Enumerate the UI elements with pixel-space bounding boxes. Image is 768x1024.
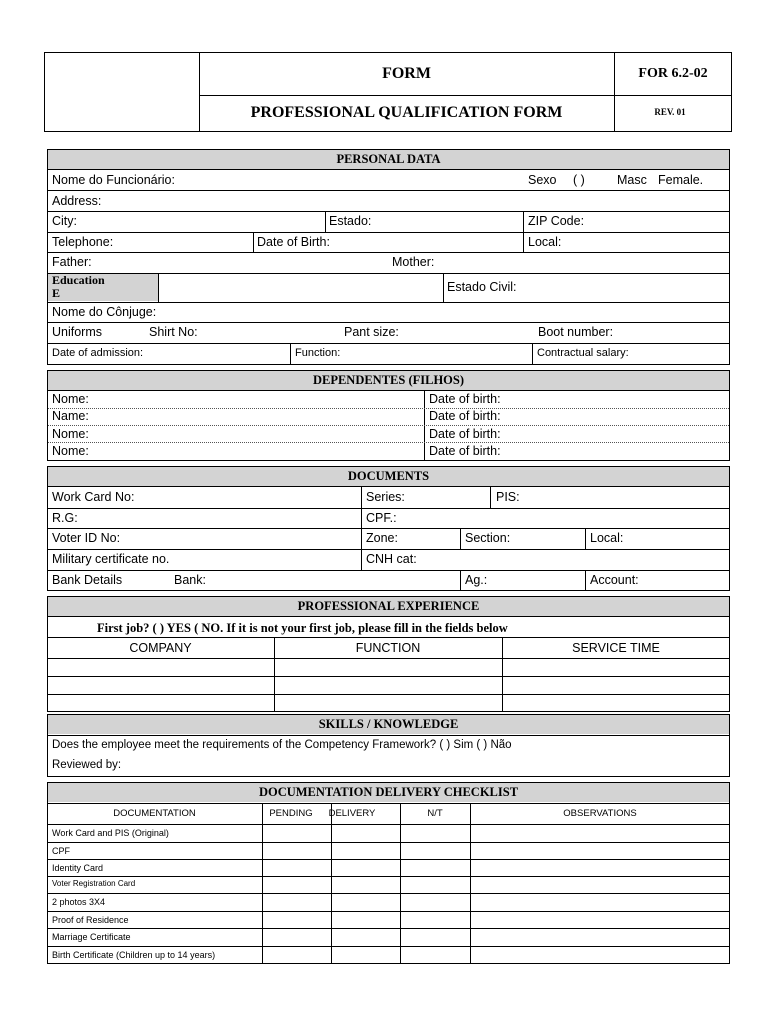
form-code: FOR 6.2-02	[638, 66, 708, 81]
documents-header: DOCUMENTS	[48, 467, 729, 486]
cell-divider	[532, 343, 533, 365]
cell-divider	[361, 486, 362, 570]
dependent-dob-field[interactable]: Date of birth:	[429, 427, 501, 441]
row-line	[47, 658, 730, 659]
birth-local-field[interactable]: Local:	[528, 235, 562, 249]
row-line	[47, 676, 730, 677]
cell-divider	[470, 803, 471, 964]
dependent-name-field[interactable]: Nome:	[52, 427, 89, 441]
observations-column-header: OBSERVATIONS	[563, 808, 637, 819]
company-column-header: COMPANY	[129, 641, 192, 655]
row-line	[47, 803, 730, 804]
row-line	[47, 190, 730, 191]
admission-field[interactable]: Date of admission:	[52, 347, 144, 359]
row-line	[47, 549, 730, 550]
sex-label: Sexo	[528, 173, 557, 187]
cell-divider	[585, 528, 586, 549]
nt-column-header: N/T	[427, 808, 443, 819]
row-line	[47, 508, 730, 509]
competency-question[interactable]: Does the employee meet the requirements of the Competency Framework? ( ) Sim ( ) Não	[52, 739, 512, 751]
row-line	[47, 390, 730, 391]
mother-field[interactable]: Mother:	[392, 255, 435, 269]
section-field[interactable]: Section:	[465, 531, 511, 545]
city-field[interactable]: City:	[52, 214, 77, 228]
revision-label: REV. 01	[654, 107, 686, 117]
bank-field[interactable]: Bank:	[174, 573, 206, 587]
education-label-2: E	[52, 286, 61, 300]
salary-field[interactable]: Contractual salary:	[537, 347, 629, 359]
row-line	[47, 528, 730, 529]
skills-header: SKILLS / KNOWLEDGE	[48, 715, 729, 734]
series-field[interactable]: Series:	[366, 490, 405, 504]
pis-field[interactable]: PIS:	[496, 490, 520, 504]
cell-divider	[253, 232, 254, 252]
row-line	[48, 408, 729, 409]
pant-field[interactable]: Pant size:	[344, 325, 399, 339]
father-field[interactable]: Father:	[52, 255, 92, 269]
telephone-field[interactable]: Telephone:	[52, 235, 114, 249]
cell-divider	[400, 803, 401, 964]
personal-data-header: PERSONAL DATA	[48, 150, 729, 169]
experience-header: PROFESSIONAL EXPERIENCE	[48, 597, 729, 616]
checklist-item: 2 photos 3X4	[52, 897, 106, 907]
voter-id-field[interactable]: Voter ID No:	[52, 531, 121, 545]
education-label: Education	[52, 273, 105, 287]
pending-column-header: PENDING	[269, 808, 313, 819]
row-line	[47, 911, 730, 912]
account-field[interactable]: Account:	[590, 573, 639, 587]
civil-status-field[interactable]: Estado Civil:	[447, 280, 517, 294]
function-column-header: FUNCTION	[355, 641, 421, 655]
row-line	[47, 252, 730, 253]
row-line	[48, 442, 729, 443]
row-line	[47, 735, 730, 736]
zone-field[interactable]: Zone:	[366, 531, 398, 545]
dependent-name-field[interactable]: Name:	[52, 409, 89, 423]
checklist-item: Marriage Certificate	[52, 932, 131, 942]
cell-divider	[290, 343, 291, 365]
cell-divider	[523, 232, 524, 252]
masc-label: Masc	[617, 173, 647, 187]
row-line	[47, 486, 730, 487]
sex-checkbox[interactable]: ( )	[573, 173, 585, 187]
cell-divider	[443, 273, 444, 302]
row-line	[47, 842, 730, 843]
voter-local-field[interactable]: Local:	[590, 531, 624, 545]
first-job-question[interactable]: First job? ( ) YES ( NO. If it is not your first job, please fill in the fields below	[97, 621, 508, 635]
work-card-field[interactable]: Work Card No:	[52, 490, 135, 504]
boot-field[interactable]: Boot number:	[538, 325, 614, 339]
female-label: Female.	[658, 173, 704, 187]
service-time-column-header: SERVICE TIME	[572, 641, 660, 655]
employee-name-field[interactable]: Nome do Funcionário:	[52, 173, 175, 187]
checklist-item: Birth Certificate (Children up to 14 years)	[52, 950, 216, 960]
dependent-dob-field[interactable]: Date of birth:	[429, 409, 501, 423]
documentation-column-header: DOCUMENTATION	[113, 808, 196, 819]
row-line	[47, 343, 730, 344]
cell-divider	[460, 570, 461, 591]
spouse-field[interactable]: Nome do Cônjuge:	[52, 305, 157, 319]
agency-field[interactable]: Ag.:	[465, 573, 488, 587]
row-line	[47, 637, 730, 638]
uniforms-label: Uniforms	[52, 325, 103, 339]
header-divider	[614, 52, 615, 132]
cell-divider	[325, 211, 326, 232]
zip-field[interactable]: ZIP Code:	[528, 214, 585, 228]
form-label: FORM	[382, 65, 431, 82]
cpf-field[interactable]: CPF.:	[366, 511, 397, 525]
row-line	[47, 302, 730, 303]
cell-divider	[158, 273, 159, 302]
row-line	[47, 570, 730, 571]
dependent-dob-field[interactable]: Date of birth:	[429, 392, 501, 406]
row-line	[47, 824, 730, 825]
cell-divider	[490, 486, 491, 508]
row-line	[47, 859, 730, 860]
row-line	[47, 893, 730, 894]
checklist-item: Identity Card	[52, 863, 104, 873]
checklist-item: Voter Registration Card	[52, 879, 136, 888]
row-line	[47, 876, 730, 877]
cell-divider	[460, 528, 461, 549]
cell-divider	[262, 803, 263, 964]
row-line	[47, 211, 730, 212]
row-line	[47, 928, 730, 929]
row-line	[48, 425, 729, 426]
dob-field[interactable]: Date of Birth:	[257, 235, 330, 249]
checklist-item: Work Card and PIS (Original)	[52, 828, 169, 838]
header-divider	[199, 95, 732, 96]
dependent-name-field[interactable]: Nome:	[52, 444, 89, 458]
row-line	[47, 322, 730, 323]
state-field[interactable]: Estado:	[329, 214, 372, 228]
dependent-name-field[interactable]: Nome:	[52, 392, 89, 406]
address-field[interactable]: Address:	[52, 194, 102, 208]
dependent-dob-field[interactable]: Date of birth:	[429, 444, 501, 458]
delivery-column-header: DELIVERY	[328, 808, 376, 819]
row-line	[47, 169, 730, 170]
row-line	[47, 616, 730, 617]
checklist-header: DOCUMENTATION DELIVERY CHECKLIST	[48, 783, 729, 802]
dependents-header: DEPENDENTES (FILHOS)	[48, 371, 729, 390]
row-line	[47, 694, 730, 695]
cell-divider	[331, 803, 332, 964]
bank-details-label: Bank Details	[52, 573, 123, 587]
shirt-field[interactable]: Shirt No:	[149, 325, 198, 339]
cell-divider	[585, 570, 586, 591]
row-line	[47, 232, 730, 233]
function-field[interactable]: Function:	[295, 347, 341, 359]
military-field[interactable]: Military certificate no.	[52, 552, 170, 566]
row-line	[47, 946, 730, 947]
form-title: PROFESSIONAL QUALIFICATION FORM	[250, 104, 563, 121]
checklist-item: CPF	[52, 846, 70, 856]
cnh-field[interactable]: CNH cat:	[366, 552, 417, 566]
checklist-item: Proof of Residence	[52, 915, 129, 925]
reviewed-by-field[interactable]: Reviewed by:	[52, 759, 122, 771]
rg-field[interactable]: R.G:	[52, 511, 78, 525]
cell-divider	[523, 211, 524, 232]
